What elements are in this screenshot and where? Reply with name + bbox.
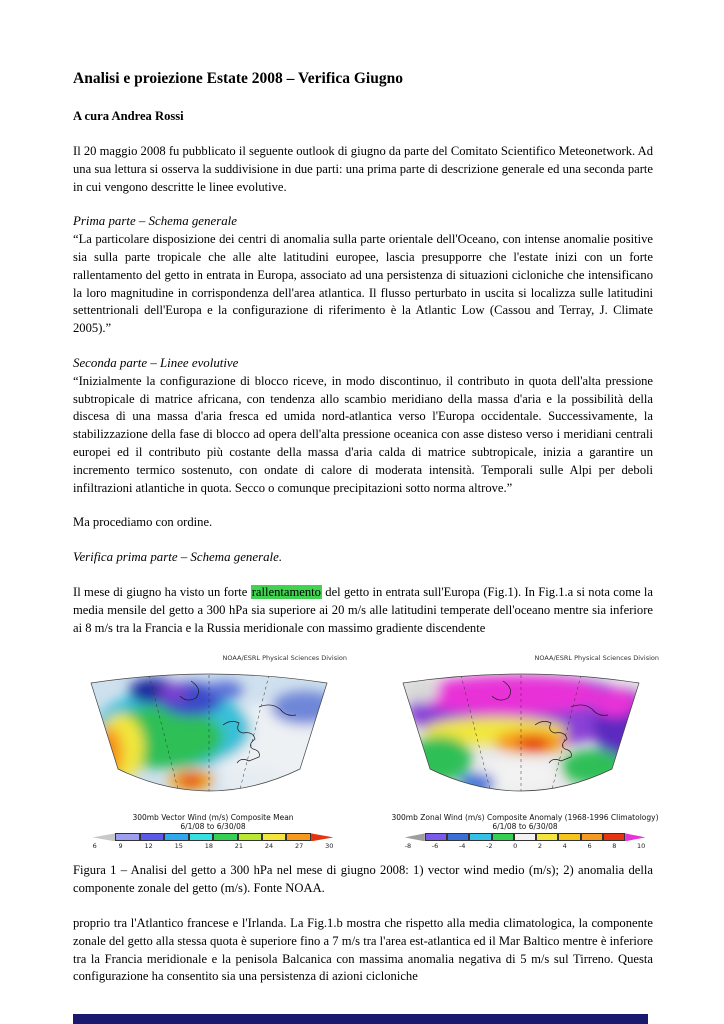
next-page-figure-edge <box>73 1014 648 1024</box>
zonal-anomaly-map-image <box>385 663 657 813</box>
color-scale-left <box>93 833 334 841</box>
author-line: A cura Andrea Rossi <box>73 109 184 123</box>
map-fill-left <box>73 663 345 813</box>
analysis-text-before: Il mese di giugno ha visto un forte <box>73 584 251 599</box>
analysis-text-after: del getto in entrata sull'Europa (Fig.1). In Fig.1.a si nota come la media mensile del getto a 300 hPa sia superiore ai 20 m/s alle latitudini temperate dell'oceano mentre sia inferiore ai 8 m/s tra la Francia e la Russia meridionale con massimo gradiente discendente <box>73 584 653 635</box>
section1-quote: “La particolare disposizione dei centri di anomalia sulla parte orientale dell'Oceano, con intense anomalie positive sia sulla parte tropicale che alle alte latitudini europee, lascia presupporre che l'estate inizi con un forte rallentamento del getto in entrata in Europa, associato ad una persistenza di situazioni cicloniche che intensificano la loro magnitudine in corrispondenza dell'area atlantica. Il flusso perturbato in uscita si localizza sulle latitudini settentrionali dell'Europa e la configurazione di riferimento è la Atlantic Low (Cassou and Terray, J. Climate 2005).” <box>73 232 653 336</box>
map-right-caption-line1: 300mb Zonal Wind (m/s) Composite Anomaly (1968-1996 Climatology) <box>391 813 659 823</box>
closing-paragraph: proprio tra l'Atlantico francese e l'Irlanda. La Fig.1.b mostra che rispetto alla media climatologica, la componente zonale del getto alla stessa quota è superiore fino a 7 m/s tra l'area est-atlantica ed il Mar Baltico mentre è inferiore tra la Francia meridionale e la penisola Balcanica con massima anomalia negativa di 5 m/s sul Tirreno. Questa configurazione ha consentito sia una persistenza di azioni cicloniche <box>73 915 653 984</box>
figure-1-row <box>73 654 665 850</box>
transition-line: Ma procediamo con ordine. <box>73 515 213 530</box>
figure-1b-zonal-anomaly <box>385 654 665 850</box>
document-content <box>73 70 659 1003</box>
map-fill-right <box>385 663 657 813</box>
section1-heading: Prima parte – Schema generale <box>73 214 237 229</box>
section2-quote: “Inizialmente la configurazione di blocco riceve, in modo discontinuo, il contributo in quota dell'alta pressione subtropicale di matrice africana, con tendenza allo scambio meridiano della massa d'aria e la possibilità della discesa di una massa d'aria fresca ed umida nord-atlantica verso l'Europa occidentale. Successivamente, la stabilizzazione della fase di blocco ad opera dell'alta pressione oceanica con asse disteso verso i meridiani centrali europei ed il contributo più costante della massa d'aria calda di matrice subtropicale, inizia a garantire un incremento termico sostenuto, con ondate di calore di moderata intensità. Temporali sulle Alpi per deboli infiltrazioni atlantiche in quota. Secco o comunque precipitazioni sotto norma altrove.” <box>73 373 653 495</box>
analysis-paragraph <box>73 584 653 637</box>
map-left-caption-line1: 300mb Vector Wind (m/s) Composite Mean <box>132 813 294 823</box>
vector-wind-map-image <box>73 663 345 813</box>
figure-1a-vector-wind <box>73 654 353 850</box>
verify-heading: Verifica prima parte – Schema generale. <box>73 550 283 565</box>
color-scale-right <box>405 833 646 841</box>
map-right-caption-line2: 6/1/08 to 6/30/08 <box>492 822 558 832</box>
color-scale-labels-left: 6 9 12 15 18 21 24 27 30 <box>92 842 334 851</box>
figure-caption: Figura 1 – Analisi del getto a 300 hPa nel mese di giugno 2008: 1) vector wind medio (m/s); 2) anomalia della componente zonale del getto (m/s). Fonte NOAA. <box>73 863 653 896</box>
map-left-caption-line2: 6/1/08 to 6/30/08 <box>180 822 246 832</box>
section2-heading: Seconda parte – Linee evolutive <box>73 355 239 370</box>
color-scale-labels-right: -8 -6 -4 -2 0 2 4 6 8 10 <box>404 842 646 851</box>
noaa-credit-right: NOAA/ESRL Physical Sciences Division <box>534 654 659 663</box>
intro-paragraph: Il 20 maggio 2008 fu pubblicato il seguente outlook di giugno da parte del Comitato Scientifico Meteonetwork. Ad una sua lettura si osserva la suddivisione in due parti: una prima parte di descrizione generale ed una seconda parte in cui vengono descritte le linee evolutive. <box>73 144 653 194</box>
noaa-credit-left: NOAA/ESRL Physical Sciences Division <box>222 654 347 663</box>
search-highlight: rallentamento <box>251 584 321 599</box>
page-title: Analisi e proiezione Estate 2008 – Verifica Giugno <box>73 70 403 87</box>
